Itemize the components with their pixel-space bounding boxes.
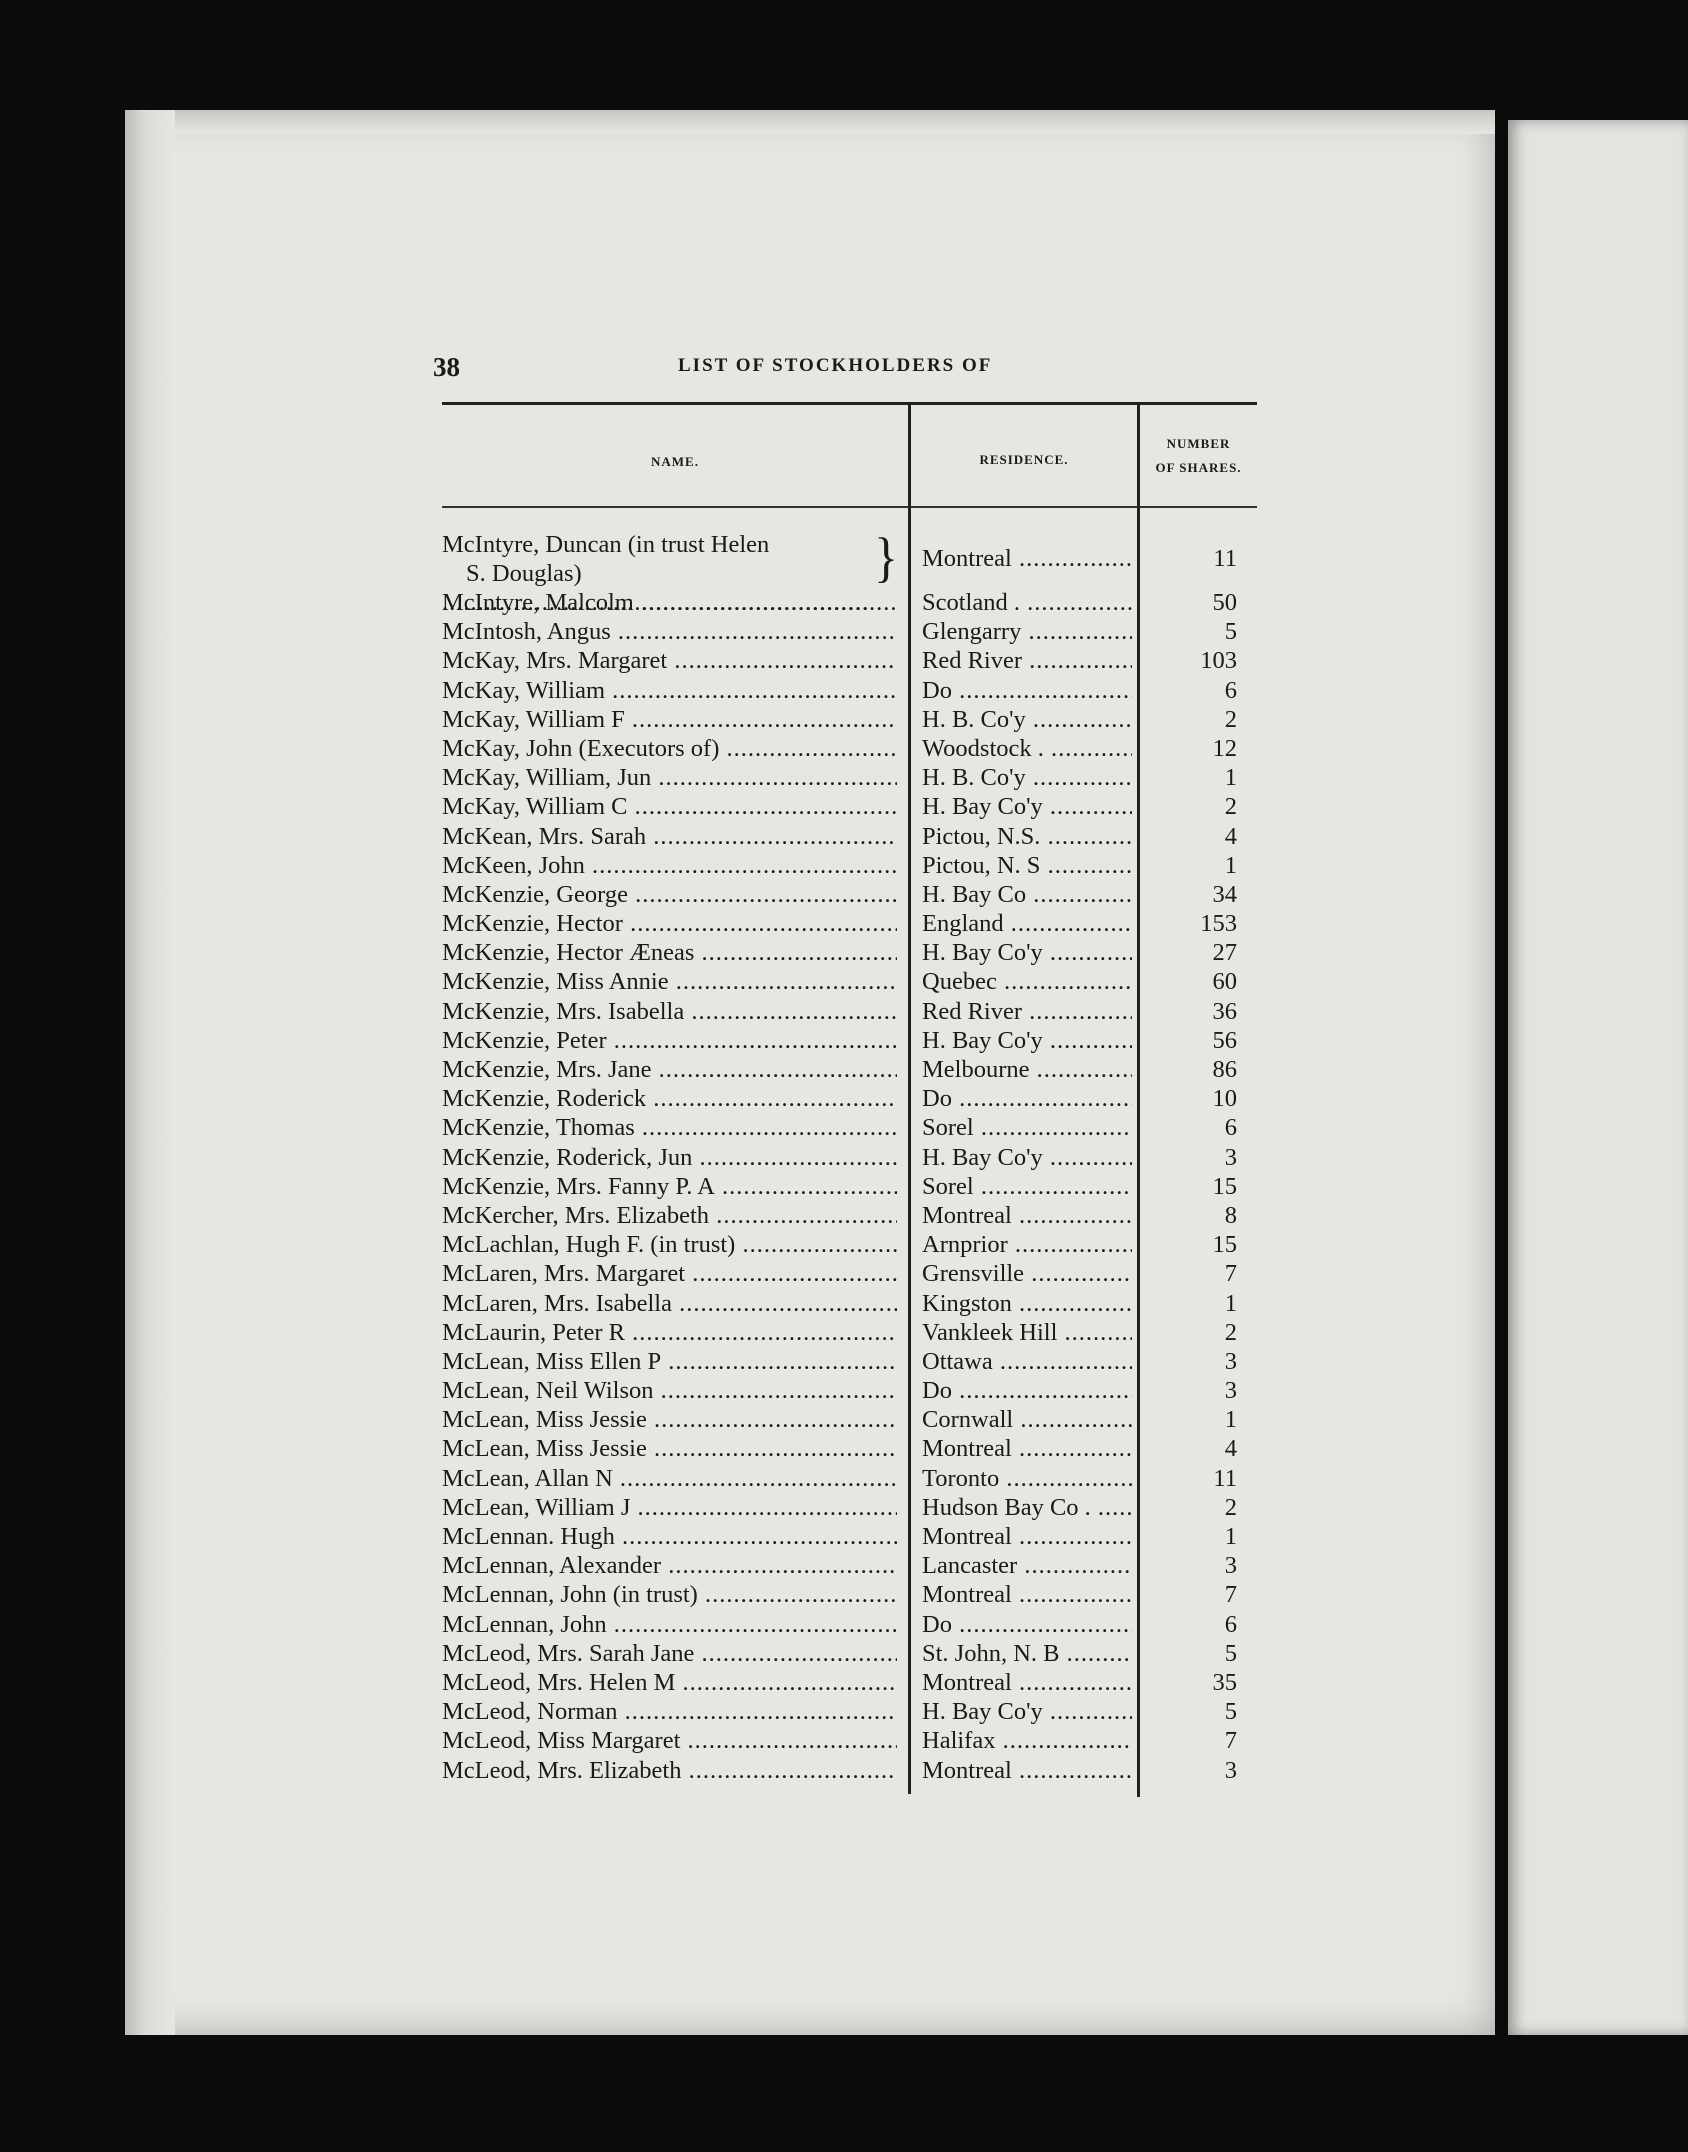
stockholder-residence: H. Bay Co ..... xyxy=(922,880,1132,909)
stockholder-shares: 15 xyxy=(1212,1172,1237,1200)
stockholder-residence: Red River ..... xyxy=(922,646,1132,675)
stockholder-shares: 153 xyxy=(1200,910,1237,938)
stockholder-name: McKenzie, Hector Æneas ..... xyxy=(442,938,897,967)
stockholder-name: McLennan, John (in trust) ..... xyxy=(442,1580,897,1609)
stockholder-shares: 56 xyxy=(1212,1026,1237,1054)
table-row xyxy=(442,822,1257,851)
stockholder-name: McKenzie, Mrs. Isabella ..... xyxy=(442,997,897,1026)
stockholder-residence: Halifax ..... xyxy=(922,1726,1132,1755)
table-row xyxy=(442,1347,1257,1376)
stockholder-residence: H. Bay Co'y ..... xyxy=(922,1697,1132,1726)
stockholder-shares: 86 xyxy=(1212,1056,1237,1083)
stockholder-name: McLeod, Miss Margaret ..... xyxy=(442,1726,897,1755)
stockholder-name: McKenzie, Mrs. Fanny P. A ..... xyxy=(442,1172,897,1201)
stockholder-name: McKenzie, Miss Annie ..... xyxy=(442,967,897,996)
stockholder-name: McKenzie, Roderick ..... xyxy=(442,1084,897,1113)
row-container xyxy=(442,588,1257,1785)
stockholder-name: McLaren, Mrs. Isabella ..... xyxy=(442,1289,897,1318)
stockholder-residence: Montreal ..... xyxy=(922,1522,1132,1551)
stockholder-name: McIntosh, Angus ..... xyxy=(442,617,897,646)
stockholder-name: McKenzie, Thomas ..... xyxy=(442,1113,897,1142)
stockholder-shares: 10 xyxy=(1212,1085,1237,1113)
stockholder-shares: 2 xyxy=(1224,1493,1237,1521)
stockholder-residence: H. B. Co'y ..... xyxy=(922,763,1132,792)
stockholder-name: McLean, Miss Jessie ..... xyxy=(442,1405,897,1434)
stockholder-name: McLean, Miss Ellen P ..... xyxy=(442,1347,897,1376)
stockholder-shares: 1 xyxy=(1224,1289,1237,1317)
table-row xyxy=(442,705,1257,734)
stockholder-residence: Scotland . ..... xyxy=(922,588,1132,617)
table-row xyxy=(442,1639,1257,1668)
table-row xyxy=(442,526,1257,588)
stockholder-name: McLennan, John ..... xyxy=(442,1610,897,1639)
table-row xyxy=(442,1055,1257,1084)
stockholder-shares: 34 xyxy=(1212,880,1237,908)
stockholder-residence: Lancaster ..... xyxy=(922,1551,1132,1580)
stockholder-shares: 3 xyxy=(1224,1347,1237,1375)
table-row xyxy=(442,1726,1257,1755)
stockholder-shares: 3 xyxy=(1224,1756,1237,1784)
stockholder-name: McKay, William, Jun ..... xyxy=(442,763,897,792)
stockholder-name: McLaurin, Peter R ..... xyxy=(442,1318,897,1347)
table-row xyxy=(442,1668,1257,1697)
stockholder-shares: 5 xyxy=(1224,1698,1237,1726)
stockholder-shares: 1 xyxy=(1224,1523,1237,1550)
stockholder-shares: 36 xyxy=(1212,997,1237,1025)
table-row xyxy=(442,763,1257,792)
table-row xyxy=(442,1113,1257,1142)
column-header-shares-line2: OF SHARES. xyxy=(1155,460,1242,475)
table-row xyxy=(442,734,1257,763)
running-head: LIST OF STOCKHOLDERS OF xyxy=(678,355,993,376)
stockholder-name: McKenzie, Mrs. Jane ..... xyxy=(442,1055,897,1084)
table-row xyxy=(442,646,1257,675)
table-row xyxy=(442,1084,1257,1113)
stockholder-shares: 7 xyxy=(1224,1260,1237,1288)
table-row xyxy=(442,1289,1257,1318)
stockholder-shares: 103 xyxy=(1200,647,1237,675)
stockholder-name: McKay, Mrs. Margaret ..... xyxy=(442,646,897,675)
stockholder-residence: Toronto ..... xyxy=(922,1464,1132,1493)
stockholder-residence: H. Bay Co'y ..... xyxy=(922,1143,1132,1172)
stockholder-residence: Vankleek Hill ..... xyxy=(922,1318,1132,1347)
stockholder-shares: 5 xyxy=(1224,1639,1237,1667)
stockholder-name: McKay, William ..... xyxy=(442,676,897,705)
stockholder-name: McLeod, Mrs. Elizabeth ..... xyxy=(442,1756,897,1785)
stockholder-name: McLaren, Mrs. Margaret ..... xyxy=(442,1259,897,1288)
stockholder-shares: 2 xyxy=(1224,1318,1237,1346)
table-row xyxy=(442,1405,1257,1434)
top-rule xyxy=(442,402,1257,405)
stockholder-name: McLean, William J ..... xyxy=(442,1493,897,1522)
stockholder-name: McKeen, John ..... xyxy=(442,851,897,880)
stockholder-residence: Sorel ..... xyxy=(922,1172,1132,1201)
stockholder-name: McIntyre, Malcolm ..... xyxy=(442,588,897,617)
table-row xyxy=(442,1756,1257,1785)
table-row xyxy=(442,1697,1257,1726)
table-row xyxy=(442,1259,1257,1288)
stockholder-residence: Arnprior ..... xyxy=(922,1230,1132,1259)
stockholder-residence: Melbourne ..... xyxy=(922,1055,1132,1084)
table-row xyxy=(442,1434,1257,1463)
stockholder-residence: H. Bay Co'y ..... xyxy=(922,792,1132,821)
stockholder-shares: 11 xyxy=(1213,1464,1237,1492)
facing-page-edge xyxy=(1508,120,1688,2035)
stockholder-shares: 3 xyxy=(1224,1377,1237,1405)
stockholder-shares: 60 xyxy=(1212,968,1237,996)
stockholder-residence: Montreal ..... xyxy=(922,1201,1132,1230)
stockholder-shares: 6 xyxy=(1224,1114,1237,1142)
table-row xyxy=(442,617,1257,646)
stockholder-name: McKay, John (Executors of) ..... xyxy=(442,734,897,763)
stockholder-name: McLeod, Mrs. Sarah Jane ..... xyxy=(442,1639,897,1668)
stockholder-name: McKay, William F ..... xyxy=(442,705,897,734)
stockholder-residence: Woodstock . ..... xyxy=(922,734,1132,763)
table-row xyxy=(442,997,1257,1026)
stockholder-shares: 2 xyxy=(1224,793,1237,821)
stockholder-shares: 35 xyxy=(1212,1668,1237,1696)
stockholder-shares: 1 xyxy=(1224,764,1237,792)
stockholder-residence: Do ..... xyxy=(922,1376,1132,1405)
table-row xyxy=(442,1376,1257,1405)
stockholder-name: McKercher, Mrs. Elizabeth ..... xyxy=(442,1201,897,1230)
stockholder-residence: Cornwall ..... xyxy=(922,1405,1132,1434)
stockholder-name: McLennan. Hugh ..... xyxy=(442,1522,897,1551)
stockholder-residence: Montreal ..... xyxy=(922,1668,1132,1697)
stockholder-residence: Pictou, N. S ..... xyxy=(922,851,1132,880)
stockholder-shares: 6 xyxy=(1224,1610,1237,1638)
table-row xyxy=(442,1201,1257,1230)
stockholder-residence: H. B. Co'y ..... xyxy=(922,705,1132,734)
stockholder-residence: Pictou, N.S. ..... xyxy=(922,822,1132,851)
stockholder-name: McLennan, Alexander ..... xyxy=(442,1551,897,1580)
table-row xyxy=(442,938,1257,967)
stockholder-name: McLean, Neil Wilson ..... xyxy=(442,1376,897,1405)
name-line1: McIntyre, Duncan (in trust Helen xyxy=(442,531,770,558)
table-row xyxy=(442,1230,1257,1259)
table-row xyxy=(442,676,1257,705)
column-header-shares-line1: NUMBER xyxy=(1166,436,1231,451)
stockholder-shares: 50 xyxy=(1212,589,1237,616)
stockholder-residence: Do ..... xyxy=(922,1610,1132,1639)
table-row xyxy=(442,1026,1257,1055)
page-number: 38 xyxy=(433,352,460,382)
stockholder-name: McLean, Allan N ..... xyxy=(442,1464,897,1493)
stockholder-shares: 4 xyxy=(1224,1435,1237,1463)
stockholder-shares: 3 xyxy=(1224,1552,1237,1580)
stockholder-name: McKay, William C ..... xyxy=(442,792,897,821)
page-stack-edge xyxy=(125,110,175,2035)
stockholder-shares: 15 xyxy=(1212,1231,1237,1259)
brace-glyph: } xyxy=(874,526,898,588)
stockholder-residence: Sorel ..... xyxy=(922,1113,1132,1142)
column-header-shares xyxy=(1140,432,1257,480)
stockholder-name: McLachlan, Hugh F. (in trust) ..... xyxy=(442,1230,897,1259)
stockholder-shares: 6 xyxy=(1224,676,1237,704)
stockholder-residence: Red River ..... xyxy=(922,997,1132,1026)
table-row xyxy=(442,967,1257,996)
stockholder-shares: 7 xyxy=(1224,1727,1237,1755)
stockholder-list xyxy=(442,526,1257,1785)
stockholder-name: McKenzie, George ..... xyxy=(442,880,897,909)
table-row xyxy=(442,1522,1257,1551)
column-header-name: NAME. xyxy=(651,454,699,469)
stockholder-residence: Hudson Bay Co . ..... xyxy=(922,1493,1132,1522)
table-row xyxy=(442,1580,1257,1609)
stockholder-shares: 5 xyxy=(1224,618,1237,646)
stockholder-residence: St. John, N. B ..... xyxy=(922,1639,1132,1668)
stockholder-shares: 27 xyxy=(1212,939,1237,967)
stockholder-residence: Do ..... xyxy=(922,676,1132,705)
stockholder-residence: Kingston ..... xyxy=(922,1289,1132,1318)
table-row xyxy=(442,588,1257,617)
column-header-residence: RESIDENCE. xyxy=(979,452,1069,467)
stockholder-name: McLeod, Norman ..... xyxy=(442,1697,897,1726)
stockholder-shares: 2 xyxy=(1224,705,1237,733)
stockholder-residence: H. Bay Co'y ..... xyxy=(922,938,1132,967)
table-row xyxy=(442,1318,1257,1347)
stockholder-shares: 1 xyxy=(1224,1406,1237,1434)
stockholder-name: McKenzie, Hector ..... xyxy=(442,909,897,938)
stockholder-residence: Montreal ..... xyxy=(922,1434,1132,1463)
table-row xyxy=(442,909,1257,938)
stockholder-shares: 4 xyxy=(1224,822,1237,850)
table-row xyxy=(442,880,1257,909)
stockholder-name: McLean, Miss Jessie ..... xyxy=(442,1434,897,1463)
page-top-shadow xyxy=(175,110,1495,134)
table-row xyxy=(442,1464,1257,1493)
stockholder-residence: Glengarry ..... xyxy=(922,617,1132,646)
header-rule xyxy=(442,506,1257,508)
stockholder-residence: Montreal ..... xyxy=(922,1580,1132,1609)
stockholder-residence: H. Bay Co'y ..... xyxy=(922,1026,1132,1055)
stockholder-residence: Grensville ..... xyxy=(922,1259,1132,1288)
stockholder-shares: 11 xyxy=(1213,545,1237,572)
stockholder-shares: 1 xyxy=(1224,851,1237,879)
table-row xyxy=(442,792,1257,821)
stockholder-residence: Quebec ..... xyxy=(922,967,1132,996)
stockholder-residence: England ..... xyxy=(922,909,1132,938)
table-row xyxy=(442,1493,1257,1522)
stockholder-shares: 8 xyxy=(1224,1201,1237,1229)
table-row xyxy=(442,1143,1257,1172)
stockholder-name: McKenzie, Roderick, Jun ..... xyxy=(442,1143,897,1172)
name-line2: S. Douglas) ..... xyxy=(442,560,872,616)
table-row xyxy=(442,851,1257,880)
stockholder-residence: Montreal ..... xyxy=(922,1756,1132,1785)
stockholder-residence: Montreal ..... xyxy=(922,544,1132,573)
stockholder-residence: Do ..... xyxy=(922,1084,1132,1113)
stockholder-shares: 3 xyxy=(1224,1143,1237,1171)
table-row xyxy=(442,1551,1257,1580)
stockholder-shares: 7 xyxy=(1224,1581,1237,1609)
stockholder-residence: Ottawa ..... xyxy=(922,1347,1132,1376)
stockholder-name: McKenzie, Peter ..... xyxy=(442,1026,897,1055)
stockholder-name: McLeod, Mrs. Helen M ..... xyxy=(442,1668,897,1697)
table-row xyxy=(442,1172,1257,1201)
stockholder-name: McKean, Mrs. Sarah ..... xyxy=(442,822,897,851)
stockholder-shares: 12 xyxy=(1212,734,1237,762)
table-row xyxy=(442,1610,1257,1639)
